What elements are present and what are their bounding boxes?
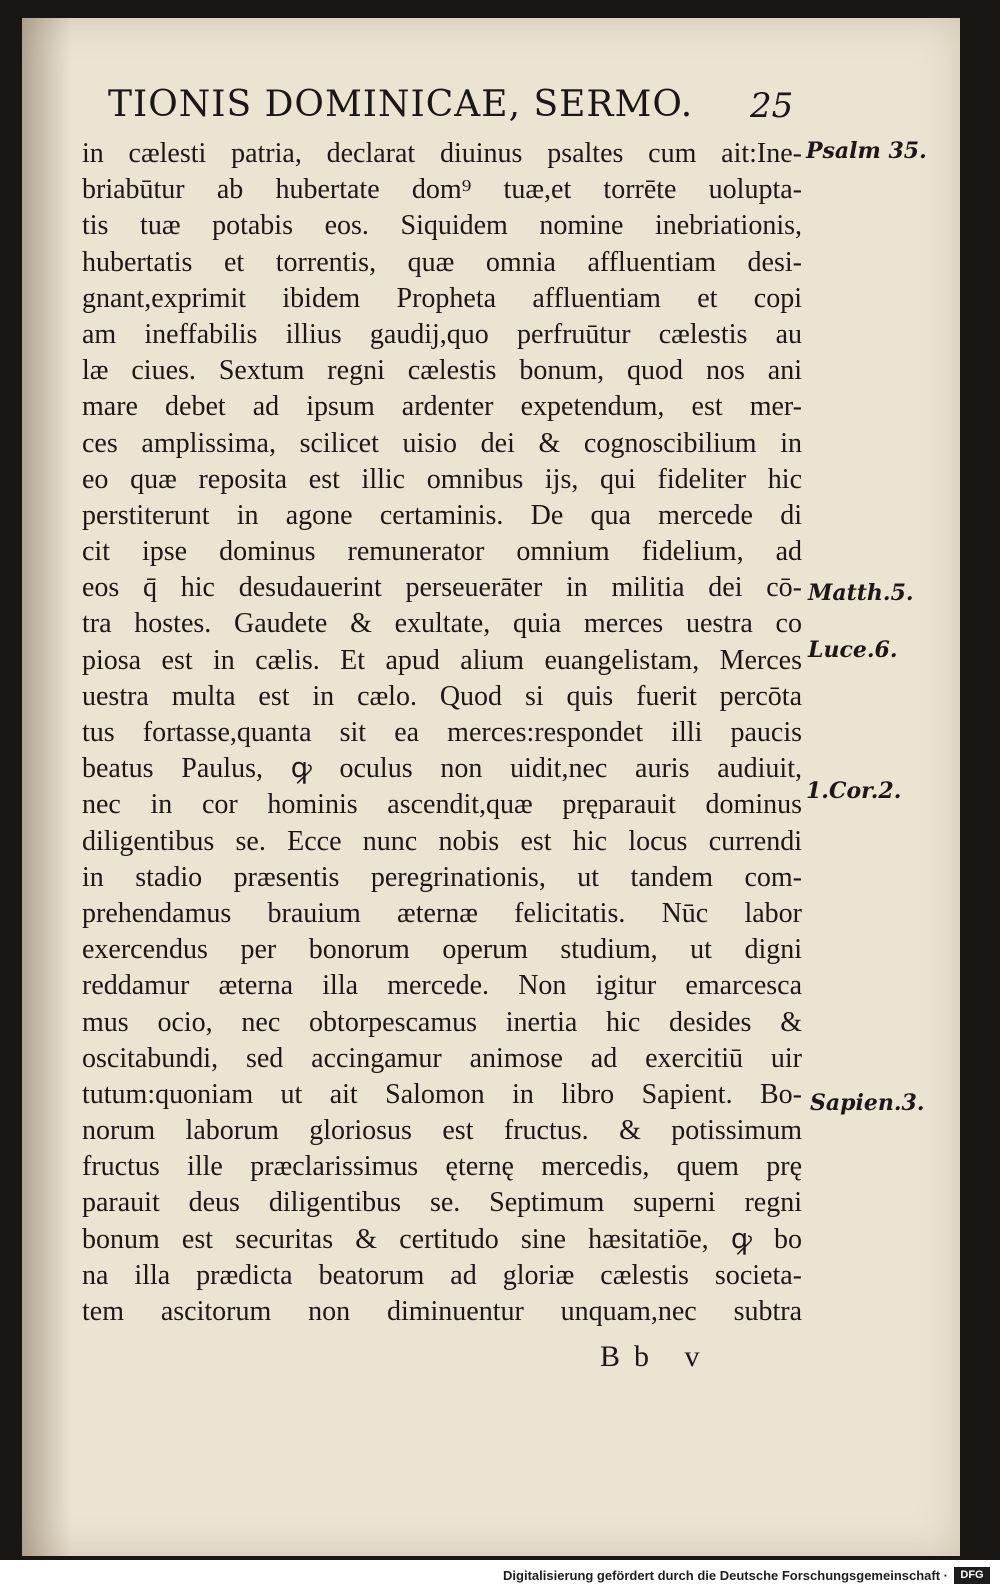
text-line: tus fortasse,quanta sit ea merces:respondet illi paucis: [82, 717, 802, 748]
text-line: norum laborum gloriosus est fructus. & potissimum: [82, 1115, 802, 1147]
signature-mark: Bb v: [600, 1340, 714, 1373]
text-line: eos q̄ hic desudauerint perseuerāter in militia dei cō-: [82, 572, 802, 604]
text-line: piosa est in cælis. Et apud alium euangelistam, Merces: [82, 644, 802, 676]
text-line: tra hostes. Gaudete & exultate, quia merces uestra co: [82, 608, 802, 640]
text-line: mus ocio, nec obtorpescamus inertia hic desides &: [82, 1006, 802, 1038]
margin-note-matth: Matth.5.: [808, 580, 914, 606]
text-line: læ ciues. Sextum regni cælestis bonum, quod nos ani: [82, 355, 802, 387]
text-line: eo quæ reposita est illic omnibus ijs, qui fideliter hic: [82, 463, 802, 495]
margin-note-psalm: Psalm 35.: [806, 138, 927, 164]
body-text: [82, 136, 802, 1330]
text-line: prehendamus brauium æternæ felicitatis. Nūc labor: [82, 897, 802, 929]
text-line: ces amplissima, scilicet uisio dei & cognoscibilium in: [82, 427, 802, 459]
margin-note-luce: Luce.6.: [808, 637, 898, 663]
text-line: exercendus per bonorum operum studium, ut digni: [82, 934, 802, 966]
text-line: uestra multa est in cælo. Quod si quis fuerit percōta: [82, 680, 802, 712]
text-line: hubertatis et torrentis, quæ omnia affluentiam desi-: [82, 246, 802, 278]
text-line: mare debet ad ipsum ardenter expetendum, est mer-: [82, 391, 802, 423]
text-line: am ineffabilis illius gaudij,quo perfruūtur cælestis au: [82, 318, 802, 350]
margin-note-cor: 1.Cor.2.: [806, 778, 902, 804]
text-line: oscitabundi, sed accingamur animose ad exercitiū uir: [82, 1042, 802, 1074]
text-line: beatus Paulus, ꝙ oculus non uidit,nec auris audiuit,: [82, 753, 802, 785]
text-line: tutum:quoniam ut ait Salomon in libro Sapient. Bo-: [82, 1078, 802, 1110]
running-title: TIONIS DOMINICAE, SERMO.: [108, 84, 694, 125]
text-line: fructus ille præclarissimus ęternę mercedis, quem prę: [82, 1151, 802, 1183]
text-line: in stadio præsentis peregrinationis, ut tandem com-: [82, 861, 802, 893]
text-line: gnant,exprimit ibidem Propheta affluentiam et copi: [82, 282, 802, 314]
folio-number: 25: [750, 86, 794, 126]
dfg-logo: DFG: [954, 1567, 990, 1584]
text-line: perstiterunt in agone certaminis. De qua mercede di: [82, 499, 802, 531]
funding-credit: Digitalisierung gefördert durch die Deutsche Forschungsgemeinschaft ·: [503, 1568, 948, 1583]
text-line: tis tuæ potabis eos. Siquidem nomine inebriationis,: [82, 210, 802, 242]
text-line: in cælesti patria, declarat diuinus psaltes cum ait:Ine-: [82, 138, 802, 169]
text-line: tem ascitorum non diminuentur unquam,nec subtra: [82, 1296, 802, 1327]
text-line: parauit deus diligentibus se. Septimum superni regni: [82, 1187, 802, 1219]
text-line: briabūtur ab hubertate dom⁹ tuæ,et torrēte uolupta-: [82, 174, 802, 206]
text-line: reddamur æterna illa mercede. Non igitur emarcesca: [82, 970, 802, 1002]
margin-note-sapien: Sapien.3.: [810, 1090, 925, 1116]
text-line: diligentibus se. Ecce nunc nobis est hic locus currendi: [82, 825, 802, 857]
text-line: nec in cor hominis ascendit,quæ pręparauit dominus: [82, 789, 802, 821]
text-line: na illa prædicta beatorum ad gloriæ cælestis societa-: [82, 1259, 802, 1291]
page-gutter-shadow: [22, 18, 72, 1556]
text-line: cit ipse dominus remunerator omnium fidelium, ad: [82, 536, 802, 568]
text-line: bonum est securitas & certitudo sine hæsitatiōe, ꝙ bo: [82, 1223, 802, 1255]
footer-bar: [0, 1560, 1000, 1593]
